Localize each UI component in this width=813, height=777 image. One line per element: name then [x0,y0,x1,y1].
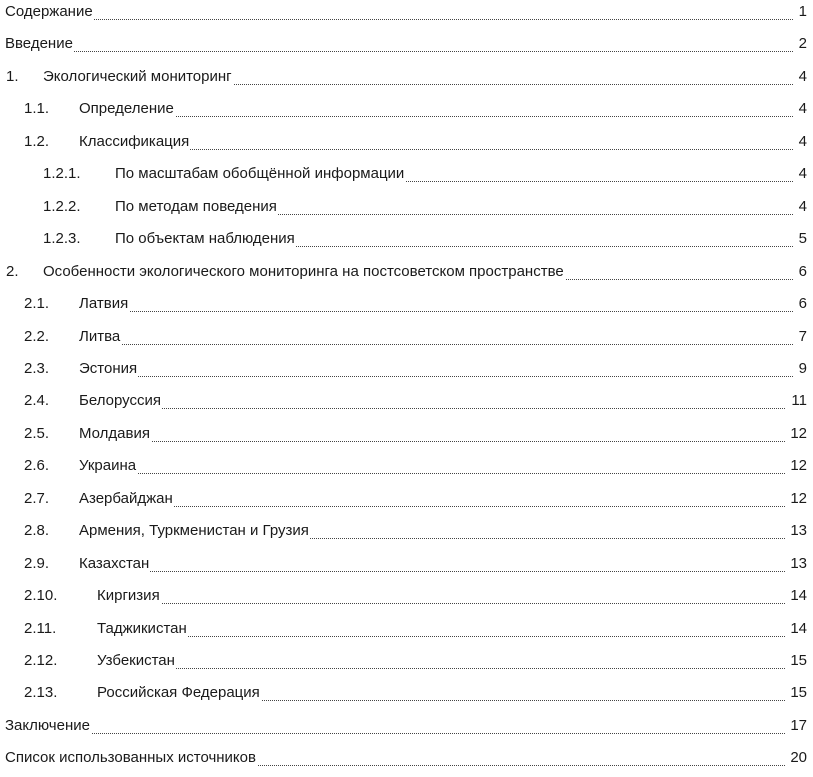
leader-dots [97,634,785,637]
toc-entry-section-2-9[interactable] [0,553,807,575]
toc-entry-section-2-5[interactable] [0,423,807,445]
toc-entry-number: 2.6. [24,457,50,474]
toc-entry-section-2-1[interactable] [0,293,807,315]
leader-dots [79,309,793,312]
toc-entry-number: 1.2.3. [43,230,81,247]
toc-entry-page: 4 [797,196,807,218]
toc-entry-number: 1.2.2. [43,198,81,215]
toc-entry-number: 2.11. [24,620,57,637]
toc-entry-title: Казахстан [79,553,150,575]
toc-entry-page: 1 [797,1,807,23]
toc-entry-section-2-13[interactable] [0,682,807,704]
leader-dots [5,17,793,20]
toc-entry-section-2-2[interactable] [0,326,807,348]
toc-entry-title: Литва [79,326,121,348]
toc-entry-title: Содержание [5,1,94,23]
toc-entry-page: 4 [797,98,807,120]
toc-entry-number: 2.12. [24,652,58,669]
toc-entry-title: По масштабам обобщённой информации [115,163,405,185]
toc-entry-page: 15 [788,682,807,704]
toc-entry-number: 2.4. [24,392,50,409]
toc-entry-title: Молдавия [79,423,151,445]
leader-dots [5,49,793,52]
toc-entry-page: 17 [788,715,807,737]
toc-entry-chapter-1[interactable] [0,66,807,88]
toc-entry-title: Заключение [5,715,91,737]
toc-entry-page: 7 [797,326,807,348]
toc-entry-page: 12 [788,423,807,445]
toc-entry-number: 2.13. [24,684,58,701]
toc-entry-number: 1. [6,68,19,85]
toc-entry-page: 4 [797,131,807,153]
toc-entry-page: 6 [797,293,807,315]
toc-entry-title: По объектам наблюдения [115,228,296,250]
toc-entry-title: Латвия [79,293,129,315]
toc-entry-title: Азербайджан [79,488,174,510]
leader-dots [79,439,785,442]
leader-dots [5,731,785,734]
toc-entry-number: 1.1. [24,100,50,117]
toc-entry-title: Украина [79,455,137,477]
toc-entry-chapter-2[interactable] [0,261,807,283]
toc-entry-number: 1.2.1. [43,165,81,182]
toc-entry-number: 2.3. [24,360,50,377]
toc-entry-page: 14 [788,618,807,640]
toc-entry-number: 2.7. [24,490,50,507]
toc-entry-title: Эстония [79,358,138,380]
toc-entry-title: Экологический мониторинг [43,66,233,88]
toc-entry-section-1-2-1[interactable] [0,163,807,185]
toc-entry-page: 15 [788,650,807,672]
toc-entry-page: 4 [797,163,807,185]
leader-dots [79,114,793,117]
toc-entry-title: Определение [79,98,175,120]
toc-entry-section-1-1[interactable] [0,98,807,120]
toc-entry-section-1-2-2[interactable] [0,196,807,218]
toc-entry-page: 13 [788,520,807,542]
toc-entry-section-2-8[interactable] [0,520,807,542]
toc-entry-title: Белоруссия [79,390,162,412]
toc-entry-title: По методам поведения [115,196,278,218]
toc-entry-conclusion[interactable] [0,715,807,737]
toc-entry-section-2-6[interactable] [0,455,807,477]
leader-dots [79,406,785,409]
leader-dots [79,471,785,474]
toc-entry-section-2-3[interactable] [0,358,807,380]
toc-entry-page: 6 [797,261,807,283]
leader-dots [79,374,793,377]
leader-dots [79,342,793,345]
toc-entry-page: 12 [788,455,807,477]
toc-entry-number: 2. [6,263,19,280]
toc-entry-title: Особенности экологического мониторинга на постсоветском пространстве [43,261,565,283]
toc-entry-references[interactable] [0,747,807,769]
toc-entry-number: 2.9. [24,555,50,572]
toc-entry-title: Узбекистан [97,650,176,672]
leader-dots [97,601,785,604]
toc-entry-page: 20 [788,747,807,769]
toc-entry-section-2-11[interactable] [0,618,807,640]
toc-entry-section-2-12[interactable] [0,650,807,672]
toc-entry-number: 1.2. [24,133,50,150]
toc-entry-title: Таджикистан [97,618,188,640]
toc-entry-title: Российская Федерация [97,682,261,704]
toc-entry-number: 2.5. [24,425,50,442]
toc-entry-title: Классификация [79,131,190,153]
toc-entry-page: 2 [797,33,807,55]
toc-entry-page: 14 [788,585,807,607]
leader-dots [97,666,785,669]
toc-entry-page: 9 [797,358,807,380]
toc-entry-page: 13 [788,553,807,575]
toc-entry-section-2-7[interactable] [0,488,807,510]
leader-dots [79,569,785,572]
toc-entry-page: 11 [789,390,807,412]
toc-entry-section-2-4[interactable] [0,390,807,412]
toc-entry-page: 4 [797,66,807,88]
toc-entry-number: 2.2. [24,328,50,345]
toc-entry-number: 2.10. [24,587,58,604]
toc-entry-number: 2.1. [24,295,50,312]
toc-entry-contents[interactable] [0,1,807,23]
toc-entry-page: 5 [797,228,807,250]
toc-entry-section-1-2[interactable] [0,131,807,153]
toc-entry-section-2-10[interactable] [0,585,807,607]
leader-dots [79,504,785,507]
toc-entry-introduction[interactable] [0,33,807,55]
toc-entry-title: Армения, Туркменистан и Грузия [79,520,310,542]
toc-entry-title: Список использованных источников [5,747,257,769]
toc-entry-title: Киргизия [97,585,161,607]
toc-entry-number: 2.8. [24,522,50,539]
toc-entry-title: Введение [5,33,74,55]
toc-entry-section-1-2-3[interactable] [0,228,807,250]
toc-entry-page: 12 [788,488,807,510]
